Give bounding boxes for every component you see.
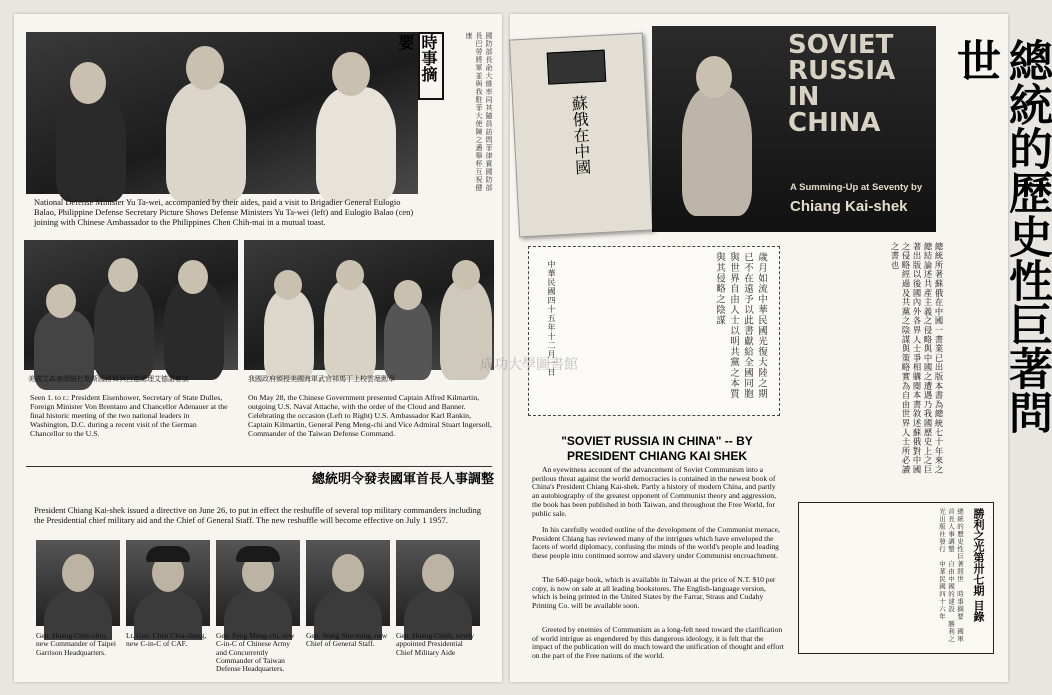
- middle-right-cjk-caption: 我國政府頒授美國海軍武官祁馬丁上校雲麾勳章: [248, 375, 395, 383]
- watermark: 成功大學圖書館: [480, 357, 578, 373]
- calligraphy-date: 中華民國四十五年十二月一日: [547, 260, 556, 377]
- caption-right-photo: On May 28, the Chinese Government presented Captain Alfred Kilmartin, outgoing U.S. Naval Attache, with the order of the Cloud and Banner. Celebrating the occasion (Left to Right) U.S. Ambassador Karl Rankin, Captain Kilmartin, General Peng Meng-chi and Vice Admiral Stuart Ingersoll, Commander of the Taiwan Defense Command.: [248, 393, 492, 438]
- news-summary-text: 國防部長俞大維率同其隨員訪問菲律賓國防部長巴勞將軍並與我駐菲大使陳之邁舉杯互祝健康: [465, 32, 493, 192]
- book-title-line-2: RUSSIA: [788, 56, 896, 86]
- article-paragraph-1: An eyewitness account of the advancement of Soviet Communism into a perilous threat against the world democracies is contained in the newest book of China's President Chiang Kai-shek. Partly a history of modern China, and partly an autobiography of the greatest opponent of Communist theory and aggression, the book has been published in both Taiwan, and throughout the Free World, for public sale.: [532, 465, 777, 518]
- middle-left-photo: [24, 240, 238, 370]
- top-photo: [26, 32, 418, 194]
- portrait-5: [396, 540, 480, 626]
- reshuffle-text: President Chiang Kai-shek issued a directive on June 26, to put in effect the reshuffle of several top military commanders including the Presidential chief military aid and the Chief of General Staff. The new reshuffle will become effective on July 1 1957.: [34, 505, 482, 525]
- flag-icon: [547, 50, 607, 85]
- book-title-block: [788, 32, 934, 136]
- book-author: Chiang Kai-shek: [790, 198, 908, 215]
- portrait-caption-2: Lt. Gen. Chen Chia-shang, new C-in-C of CAF.: [126, 631, 207, 649]
- toc-title: 勝利之光第卅七期 目錄: [972, 508, 985, 622]
- article-heading: "SOVIET RUSSIA IN CHINA" -- BY PRESIDENT CHIANG KAI SHEK: [561, 434, 753, 463]
- book-title-line-4: CHINA: [788, 108, 881, 138]
- middle-right-photo: [244, 240, 494, 370]
- article-paragraph-3: The 640-page book, which is available in Taiwan at the price of N.T. $10 per copy, is now on sale at all leading bookstores. The English-language version, which is being printed in the United States by the Farrar, Straus and Cudahy Printing Co. will be available soon.: [532, 575, 776, 611]
- article-cjk-body: 總統所著蘇俄在中國一書業已出版本書為總統七十年來之總結論述共產主義之侵略與中國之遭遇乃我國歷史上之巨著出版以後國內外各界人士爭相購閱本書敘述蘇俄對中國之侵略經過及共黨之陰謀與策略實為自由世界人士所必讀之書也: [890, 242, 944, 475]
- portrait-3: [216, 540, 300, 626]
- left-page: [14, 14, 502, 682]
- portrait-2: [126, 540, 210, 626]
- section-divider: [26, 466, 492, 467]
- column-badge-text: 時事摘要: [396, 34, 438, 82]
- book-cover-cjk: [509, 33, 653, 238]
- book-title-line-1: SOVIET: [788, 30, 894, 60]
- article-title-cjk: 總統的歷史性巨著問世: [949, 38, 1052, 434]
- toc-entries: 總統的歷史性巨著問世 時事摘要 國軍首長人事調整 自由中國的建設 勝利之光出版社發行 中華民國四十六年: [938, 508, 964, 643]
- middle-left-cjk-caption: 美國艾森豪總統杜勒斯國務卿與西德總理艾德諾會談: [28, 375, 189, 383]
- calligraphy-text: 歲月如流中華民國光復大陸之期已不在遠予以此書獻給全國同胞與世界自由人士以明共黨之本質與其侵略之陰謀: [714, 252, 767, 399]
- portrait-caption-1: Gen. Huang Chen-chiu, new Commander of Taipei Garrison Headquarters.: [36, 631, 116, 657]
- top-photo-caption: National Defense Minister Yu Ta-wei, accompanied by their aides, paid a visit to Brigadier General Eulogio Balao, Philippine Defense Secretary Picture Shows Defense Ministers Yu Ta-wei (left) and Eulogio Balao (cen) joining with Chinese Ambassador to the Philippines Chen Chih-mai in a mutual toast.: [34, 197, 414, 227]
- article-paragraph-2: In his carefully worded outline of the development of the Communist menace, President Chiang has reviewed many of the intrigues which have enveloped the facets of world diplomacy, confusing the minds of the world's people and leading these people into continued sorrow and slavery under Communist encroachment.: [532, 525, 780, 561]
- article-paragraph-4: Greeted by enemies of Communism as a long-felt need toward the clarification of world intrigue as engendered by this dangerous ideology, it is felt that the impact of the publication will do much toward the unification of thought and effort on the part of the Free nations of the world.: [532, 625, 784, 661]
- portrait-caption-3: Gen. Peng Meng-chi, new C-in-C of Chinese Army and Concurrently Commander of Taiwan Defense Headquarters.: [216, 631, 295, 673]
- portrait-caption-4: Gen. Wang Shu-ming, new Chief of General Staff.: [306, 631, 388, 649]
- portrait-4: [306, 540, 390, 626]
- portrait-caption-5: Gen. Huang Chieh, newly appointed Presidential Chief Military Aide: [396, 631, 475, 657]
- right-page: [480, 14, 1052, 682]
- portrait-1: [36, 540, 120, 626]
- reshuffle-heading: 總統明令發表國軍首長人事調整: [311, 472, 494, 487]
- book-title-line-3: IN: [788, 82, 820, 112]
- caption-left-photo: Seen 1. to r.: President Eisenhower, Secretary of State Dulles, Foreign Minister Von Brentano and Chancellor Adenauer at the final historic meeting of the two national leaders in Washington, D.C. during a recent visit of the German Chancellor to the U.S.: [30, 393, 228, 438]
- book-subtitle: A Summing-Up at Seventy by: [790, 182, 923, 193]
- book-cover-title: 蘇俄在中國: [568, 94, 593, 176]
